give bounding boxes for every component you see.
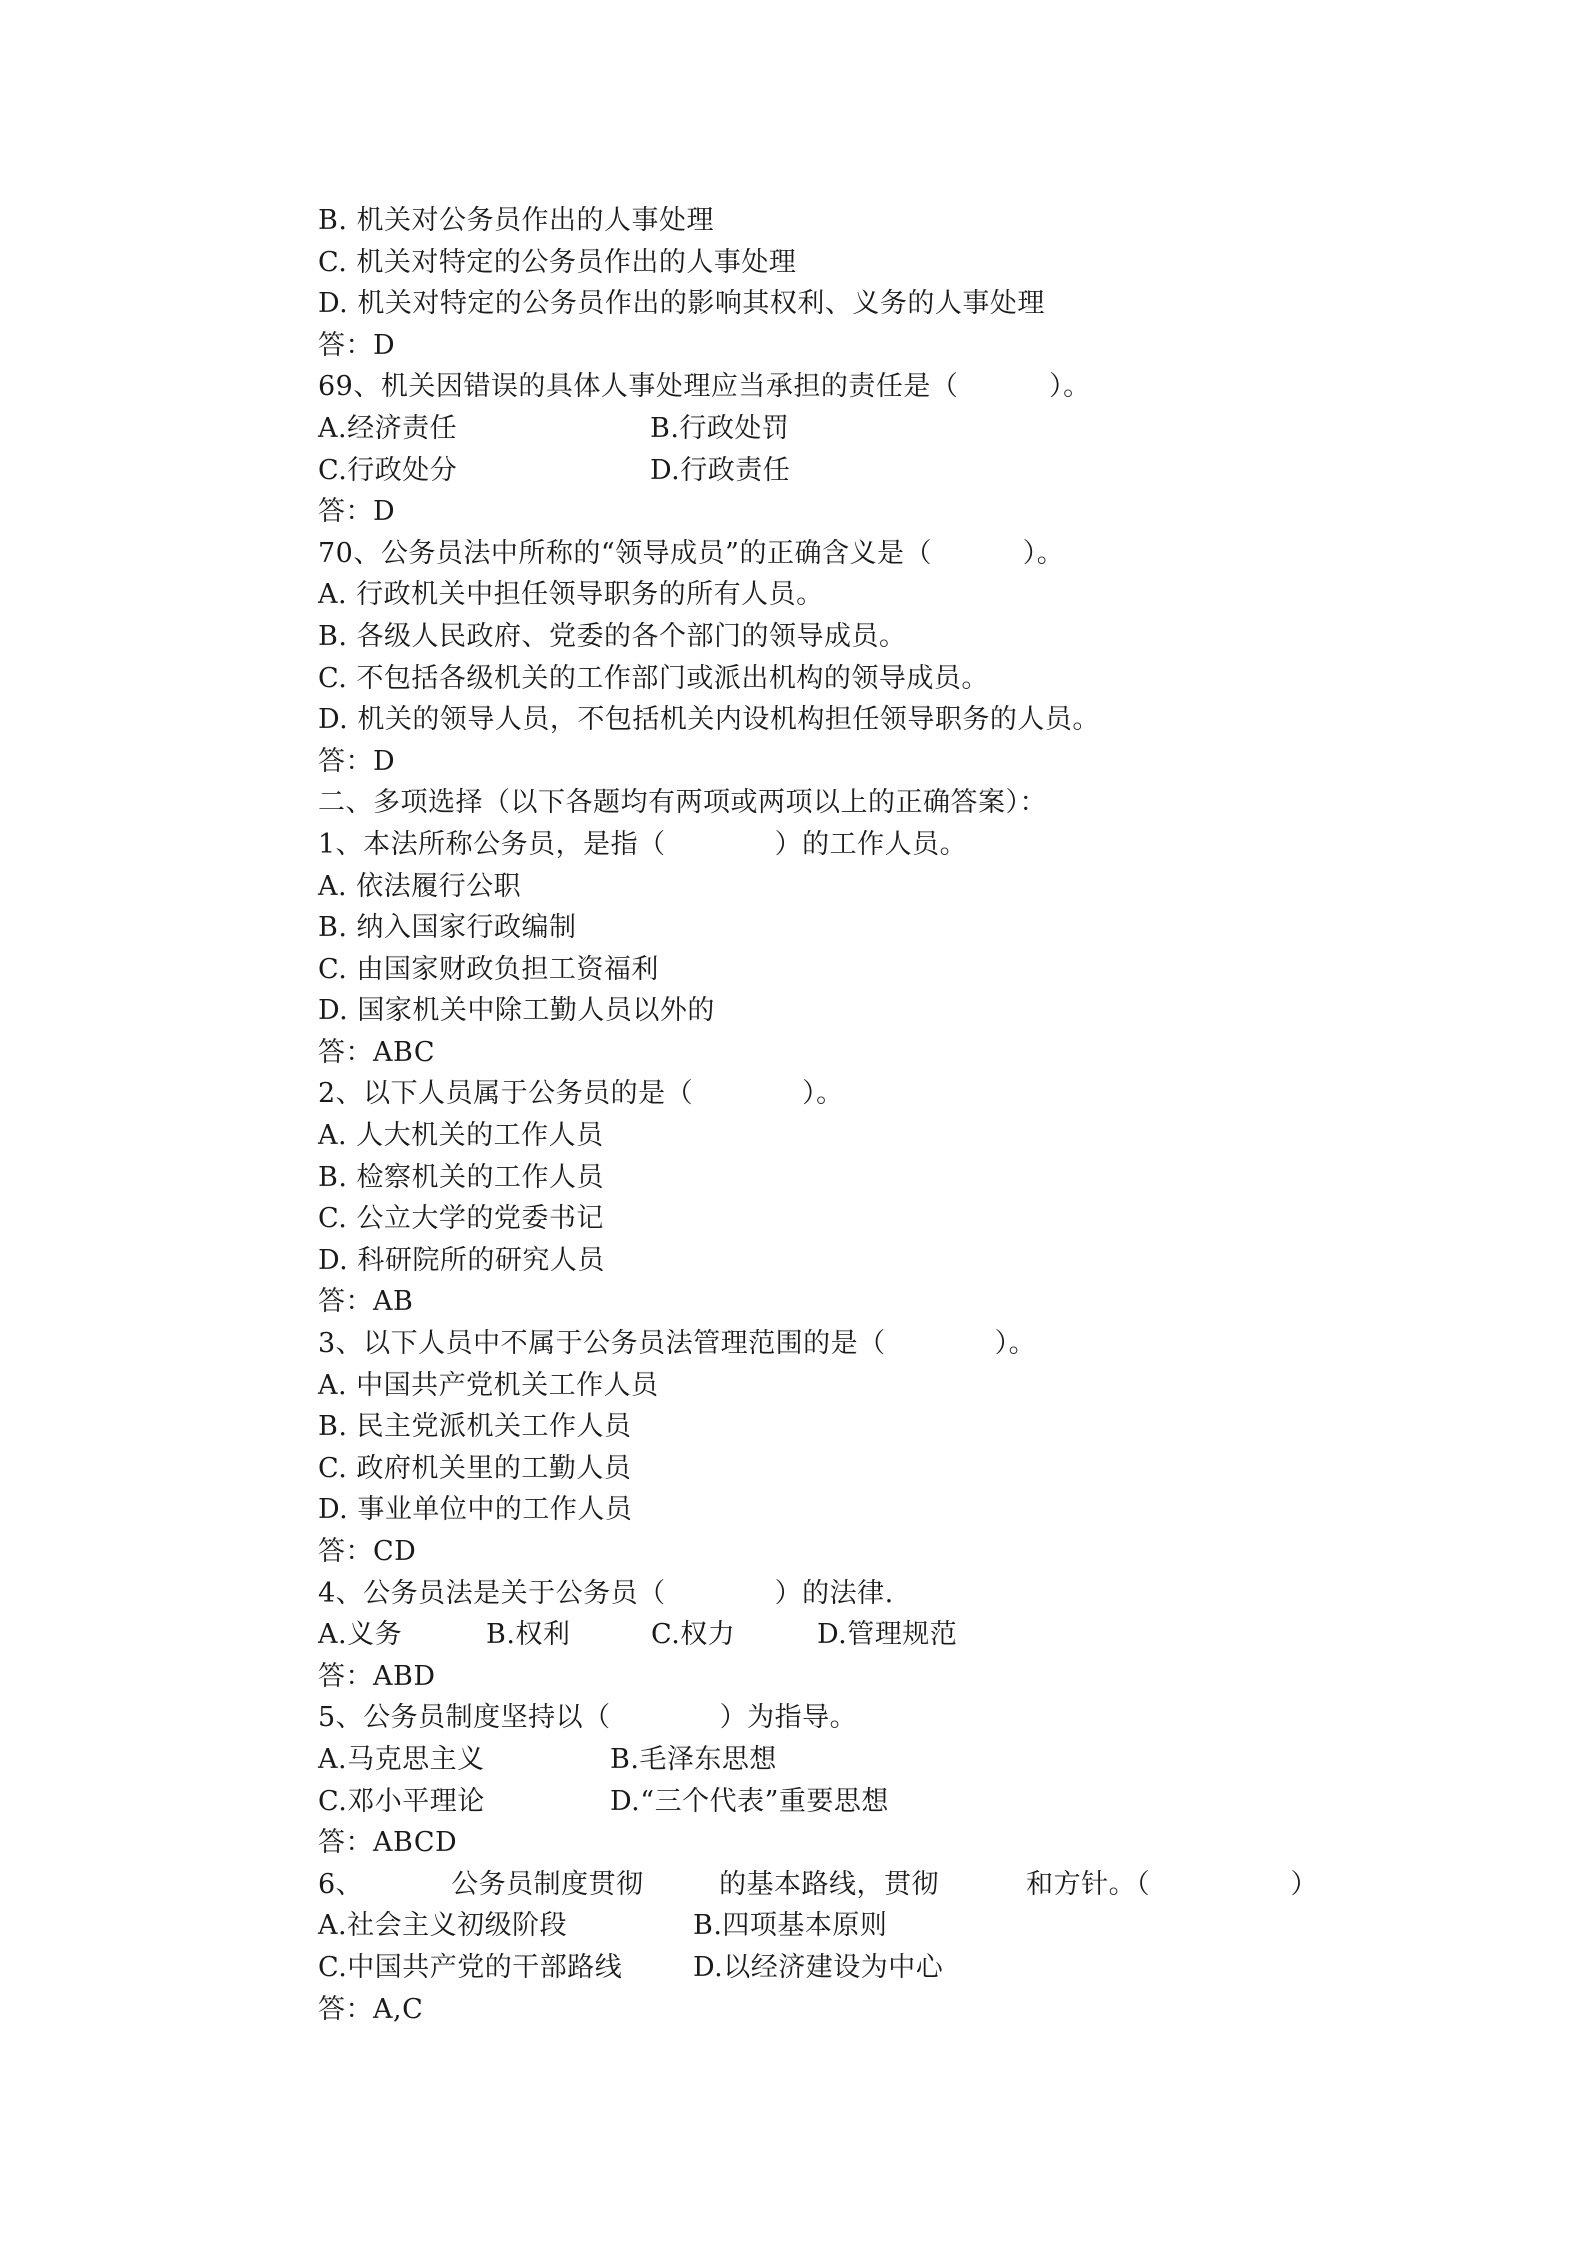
m5-options-row-2 [318, 1781, 1318, 1823]
q69-stem: 69、机关因错误的具体人事处理应当承担的责任是（ ）。 [318, 371, 1091, 403]
q70-option-b: B. 各级人民政府、党委的各个部门的领导成员。 [318, 620, 907, 652]
m5-option-d: D.“三个代表”重要思想 [610, 1785, 889, 1817]
m6-text-part-1: 公务员制度贯彻 [451, 1868, 644, 1900]
m6-option-a: A.社会主义初级阶段 [318, 1910, 568, 1942]
q69-option-c: C.行政处分 [318, 454, 458, 486]
m4-answer: 答：ABD [318, 1660, 436, 1692]
m6-options-row-2 [318, 1947, 1318, 1989]
m3-option-c: C. 政府机关里的工勤人员 [318, 1452, 632, 1484]
m1-option-d: D. 国家机关中除工勤人员以外的 [318, 995, 715, 1027]
m1-option-b: B. 纳入国家行政编制 [318, 912, 577, 944]
q69-options-row-1 [318, 408, 1318, 450]
m5-answer: 答：ABCD [318, 1827, 458, 1859]
m5-option-c: C.邓小平理论 [318, 1785, 485, 1817]
m3-option-d: D. 事业单位中的工作人员 [318, 1494, 633, 1526]
q70-stem: 70、公务员法中所称的“领导成员”的正确含义是（ ）。 [318, 537, 1065, 569]
q69-answer: 答：D [318, 496, 396, 528]
m6-number: 6、 [318, 1868, 364, 1900]
m4-option-a: A.义务 [318, 1619, 403, 1651]
q70-answer: 答：D [318, 745, 396, 777]
m6-text-part-3: 和方针。（ [1026, 1868, 1151, 1900]
m6-blank-2 [889, 1864, 1026, 1906]
m4-option-b: B.权利 [486, 1619, 571, 1651]
m1-option-a: A. 依法履行公职 [318, 870, 522, 902]
m6-option-d: D.以经济建设为中心 [693, 1951, 944, 1983]
m6-answer: 答：A,C [318, 1993, 424, 2025]
m6-text-part-2: 的基本路线，贯彻 [719, 1868, 940, 1900]
q69-option-d: D.行政责任 [650, 454, 791, 486]
m3-option-a: A. 中国共产党机关工作人员 [318, 1369, 659, 1401]
m1-answer: 答：ABC [318, 1036, 435, 1068]
m6-text-part-4: ） [1290, 1868, 1318, 1900]
m3-stem: 3、以下人员中不属于公务员法管理范围的是（ ）。 [318, 1328, 1037, 1360]
m4-option-c: C.权力 [651, 1619, 736, 1651]
m2-answer: 答：AB [318, 1286, 414, 1318]
m2-option-b: B. 检察机关的工作人员 [318, 1161, 605, 1193]
q68-option-c: C. 机关对特定的公务员作出的人事处理 [318, 246, 797, 278]
m4-options-row [318, 1614, 1318, 1656]
q68-answer: 答：D [318, 329, 396, 361]
m1-stem: 1、本法所称公务员，是指（ ）的工作人员。 [318, 828, 968, 860]
m6-stem [318, 1864, 1318, 1906]
m4-option-d: D.管理规范 [817, 1619, 958, 1651]
q70-option-d: D. 机关的领导人员，不包括机关内设机构担任领导职务的人员。 [318, 704, 1100, 736]
m6-option-c: C.中国共产党的干部路线 [318, 1951, 623, 1983]
m2-option-a: A. 人大机关的工作人员 [318, 1120, 604, 1152]
m6-option-b: B.四项基本原则 [693, 1910, 888, 1942]
m3-answer: 答：CD [318, 1536, 417, 1567]
m6-blank-1 [621, 1864, 719, 1906]
q69-options-row-2 [318, 450, 1318, 492]
m5-option-a: A.马克思主义 [318, 1743, 485, 1775]
m6-blank-3 [1193, 1864, 1291, 1906]
q70-option-c: C. 不包括各级机关的工作部门或派出机构的领导成员。 [318, 662, 989, 694]
m5-options-row-1 [318, 1739, 1318, 1781]
q68-option-d: D. 机关对特定的公务员作出的影响其权利、义务的人事处理 [318, 288, 1045, 320]
section-heading: 二、多项选择（以下各题均有两项或两项以上的正确答案）： [318, 787, 1047, 819]
q70-option-a: A. 行政机关中担任领导职务的所有人员。 [318, 579, 824, 611]
q69-option-a: A.经济责任 [318, 412, 458, 444]
m2-option-c: C. 公立大学的党委书记 [318, 1203, 604, 1235]
m1-option-c: C. 由国家财政负担工资福利 [318, 953, 659, 985]
m3-option-b: B. 民主党派机关工作人员 [318, 1411, 632, 1443]
m5-stem: 5、公务员制度坚持以（ ）为指导。 [318, 1702, 858, 1734]
m6-options-row-1 [318, 1905, 1318, 1947]
m5-option-b: B.毛泽东思想 [610, 1743, 777, 1775]
m2-stem: 2、以下人员属于公务员的是（ ）。 [318, 1078, 844, 1110]
m2-option-d: D. 科研院所的研究人员 [318, 1244, 605, 1276]
m4-stem: 4、公务员法是关于公务员（ ）的法律. [318, 1577, 894, 1609]
q69-option-b: B.行政处罚 [650, 412, 790, 444]
q68-option-b: B. 机关对公务员作出的人事处理 [318, 205, 715, 236]
question-list [318, 200, 1318, 2030]
